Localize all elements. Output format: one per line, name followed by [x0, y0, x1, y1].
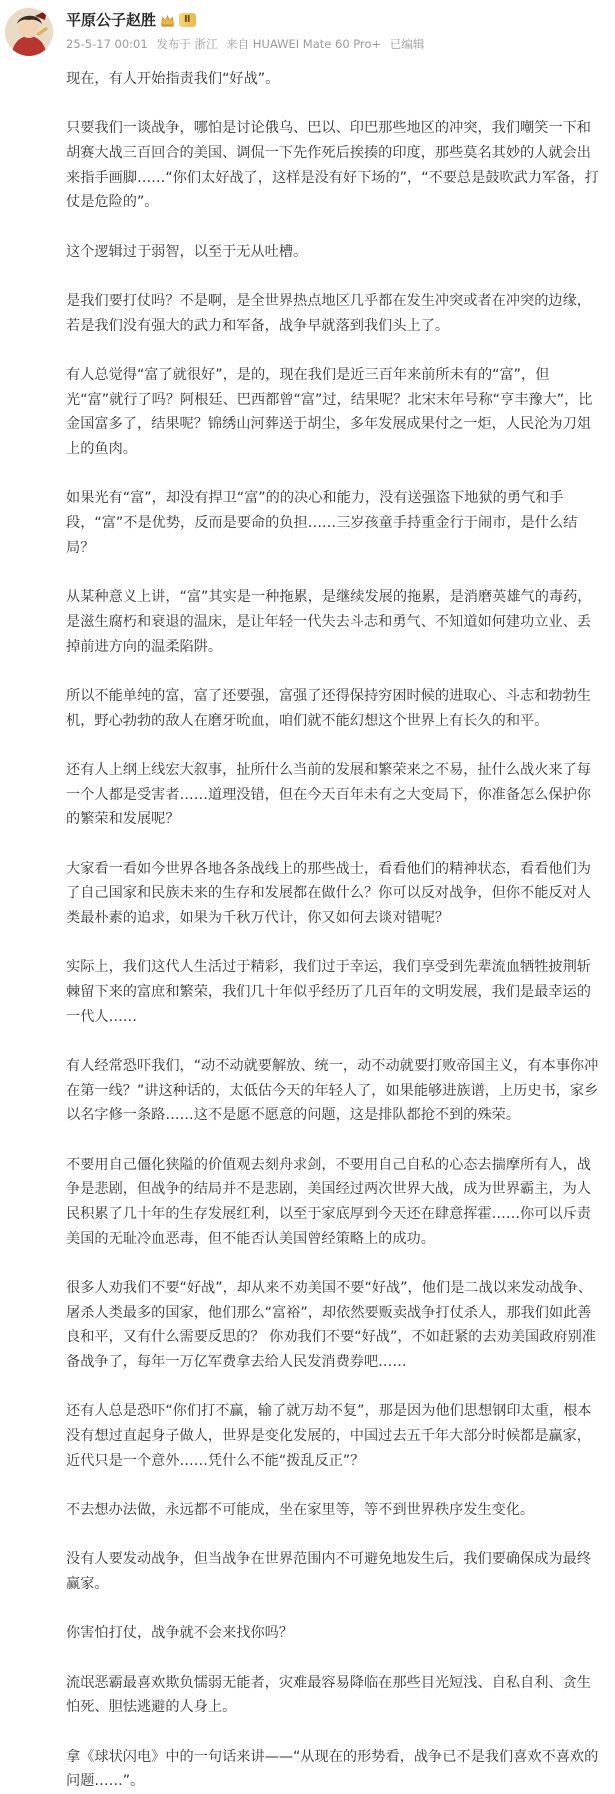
post-date[interactable]: 25-5-17 00:01 — [66, 37, 148, 51]
post-device: 来自 HUAWEI Mate 60 Pro+ — [226, 37, 382, 51]
paragraph: 不要用自己僵化狭隘的价值观去刻舟求剑，不要用自己自私的心态去揣摩所有人，战争是悲剧，但战争的结局并不是悲剧，美国经过两次世界大战，成为世界霸主，为人民积累了几十年的生存发展红利，以至于家底厚到今天还在肆意挥霍……你可以斥责美国的无耻冷血恶毒，但不能否认美国曾经策略上的成功。 — [66, 1156, 591, 1247]
post-meta — [66, 36, 429, 52]
author-avatar[interactable] — [5, 8, 53, 56]
post-content — [66, 67, 600, 1794]
vip-crown-icon[interactable] — [160, 13, 175, 28]
avatar-illustration-icon — [5, 8, 53, 56]
author-info — [66, 10, 196, 30]
paragraph: 不去想办法做，永远都不可能成，坐在家里等，等不到世界秩序发生变化。 — [66, 1502, 535, 1519]
paragraph: 所以不能单纯的富，富了还要强，富强了还得保持穷困时候的进取心、斗志和勃勃生机，野心勃勃的敌人在磨牙吮血，咱们就不能幻想这个世界上有长久的和平。 — [66, 687, 591, 729]
paragraph: 你害怕打仗，战争就不会来找你吗？ — [66, 1625, 294, 1642]
paragraph: 没有人要发动战争，但当战争在世界范围内不可避免地发生后，我们要确保成为最终赢家。 — [66, 1551, 591, 1593]
post-ip-location: 发布于 浙江 — [156, 37, 218, 51]
paragraph: 有人经常恐吓我们，“动不动就要解放、统一，动不动就要打败帝国主义，有本事你冲在第一线？”讲这种话的，太低估今天的年轻人了，如果能够进族谱，上历史书，家乡以名字修一条路……这不是愿不愿意的问题，这是排队都抢不到的殊荣。 — [66, 1057, 599, 1124]
paragraph: 流氓恶霸最喜欢欺负懦弱无能者，灾难最容易降临在那些目光短浅、自私自利、贪生怕死、胆怯逃避的人身上。 — [66, 1674, 591, 1716]
paragraph: 有人总觉得“富了就很好”，是的，现在我们是近三百年来前所未有的“富”，但光“富”就行了吗？阿根廷、巴西都曾“富”过，结果呢？北宋末年号称“亨丰豫大”，比金国富多了，结果呢？锦绣山河葬送于胡尘，多年发展成果付之一炬，人民沦为刀俎上的鱼肉。 — [66, 367, 593, 458]
paragraph: 实际上，我们这代人生活过于精彩，我们过于幸运，我们享受到先辈流血牺牲披荆斩棘留下来的富庶和繁荣，我们几十年似乎经历了几百年的文明发展，我们是最幸运的一代人…… — [66, 959, 591, 1025]
paragraph: 还有人上纲上线宏大叙事，扯所什么当前的发展和繁荣来之不易，扯什么战火来了每一个人都是受害者……道理没错，但在今天百年未有之大变局下，你准备怎么保护你的繁荣和发展呢？ — [66, 761, 591, 828]
paragraph: 从某种意义上讲，“富”其实是一种拖累，是继续发展的拖累，是消磨英雄气的毒药，是滋生腐朽和衰退的温床，是让年轻一代失去斗志和勇气、不知道如何建功立业、丢掉前进方向的温柔陷阱。 — [66, 589, 592, 655]
paragraph: 这个逻辑过于弱智，以至于无从吐槽。 — [66, 243, 308, 260]
post-edited-status[interactable]: 已编辑 — [389, 37, 425, 51]
member-level-badge[interactable]: Ⅱ — [179, 13, 196, 27]
paragraph: 拿《球状闪电》中的一句话来讲——“从现在的形势看，战争已不是我们喜欢不喜欢的问题……”。 — [66, 1748, 599, 1790]
post-header — [0, 0, 615, 62]
author-name[interactable]: 平原公子赵胜 — [66, 11, 157, 29]
paragraph: 还有人总是恐吓“你们打不赢，输了就万劫不复”，那是因为他们思想钢印太重，根本没有想过直起身子做人，世界是变化发展的，中国过去五千年大部分时候都是赢家，近代只是一个意外……凭什么不能“拨乱反正”？ — [66, 1403, 592, 1469]
paragraph: 只要我们一谈战争，哪怕是讨论俄乌、巴以、印巴那些地区的冲突，我们嘲笑一下和胡赛大战三百回合的美国、调侃一下先作死后挨揍的印度，那些莫名其妙的人就会出来指手画脚……“你们太好战了，这样是没有好下场的”，“不要总是鼓吹武力军备，打仗是危险的”。 — [66, 120, 599, 211]
paragraph: 现在，有人开始指责我们“好战”。 — [66, 71, 280, 87]
paragraph: 如果光有“富”，却没有捍卫“富”的的决心和能力，没有送强盗下地狱的勇气和手段，“富”不是优势，反而是要命的负担……三岁孩童手持重金行于闹市，是什么结局？ — [66, 490, 578, 556]
paragraph: 很多人劝我们不要“好战”，却从来不劝美国不要“好战”，他们是二战以来发动战争、屠杀人类最多的国家，他们那么“富裕”，却依然要贩卖战争打仗杀人，那我们如此善良和平，又有什么需要反思的？ 你劝我们不要“好战”，不如赶紧的去劝美国政府别准备战争了，每年一万亿军费拿去给人民发消费券吧…… — [66, 1280, 596, 1371]
paragraph: 大家看一看如今世界各地各条战线上的那些战士，看看他们的精神状态，看看他们为了自己国家和民族未来的生存和发展都在做什么？你可以反对战争，但你不能反对人类最朴素的追求，如果为千秋万代计，你又如何去谈对错呢？ — [66, 860, 591, 926]
paragraph: 是我们要打仗吗？不是啊，是全世界热点地区几乎都在发生冲突或者在冲突的边缘，若是我们没有强大的武力和军备，战争早就落到我们头上了。 — [66, 293, 591, 334]
